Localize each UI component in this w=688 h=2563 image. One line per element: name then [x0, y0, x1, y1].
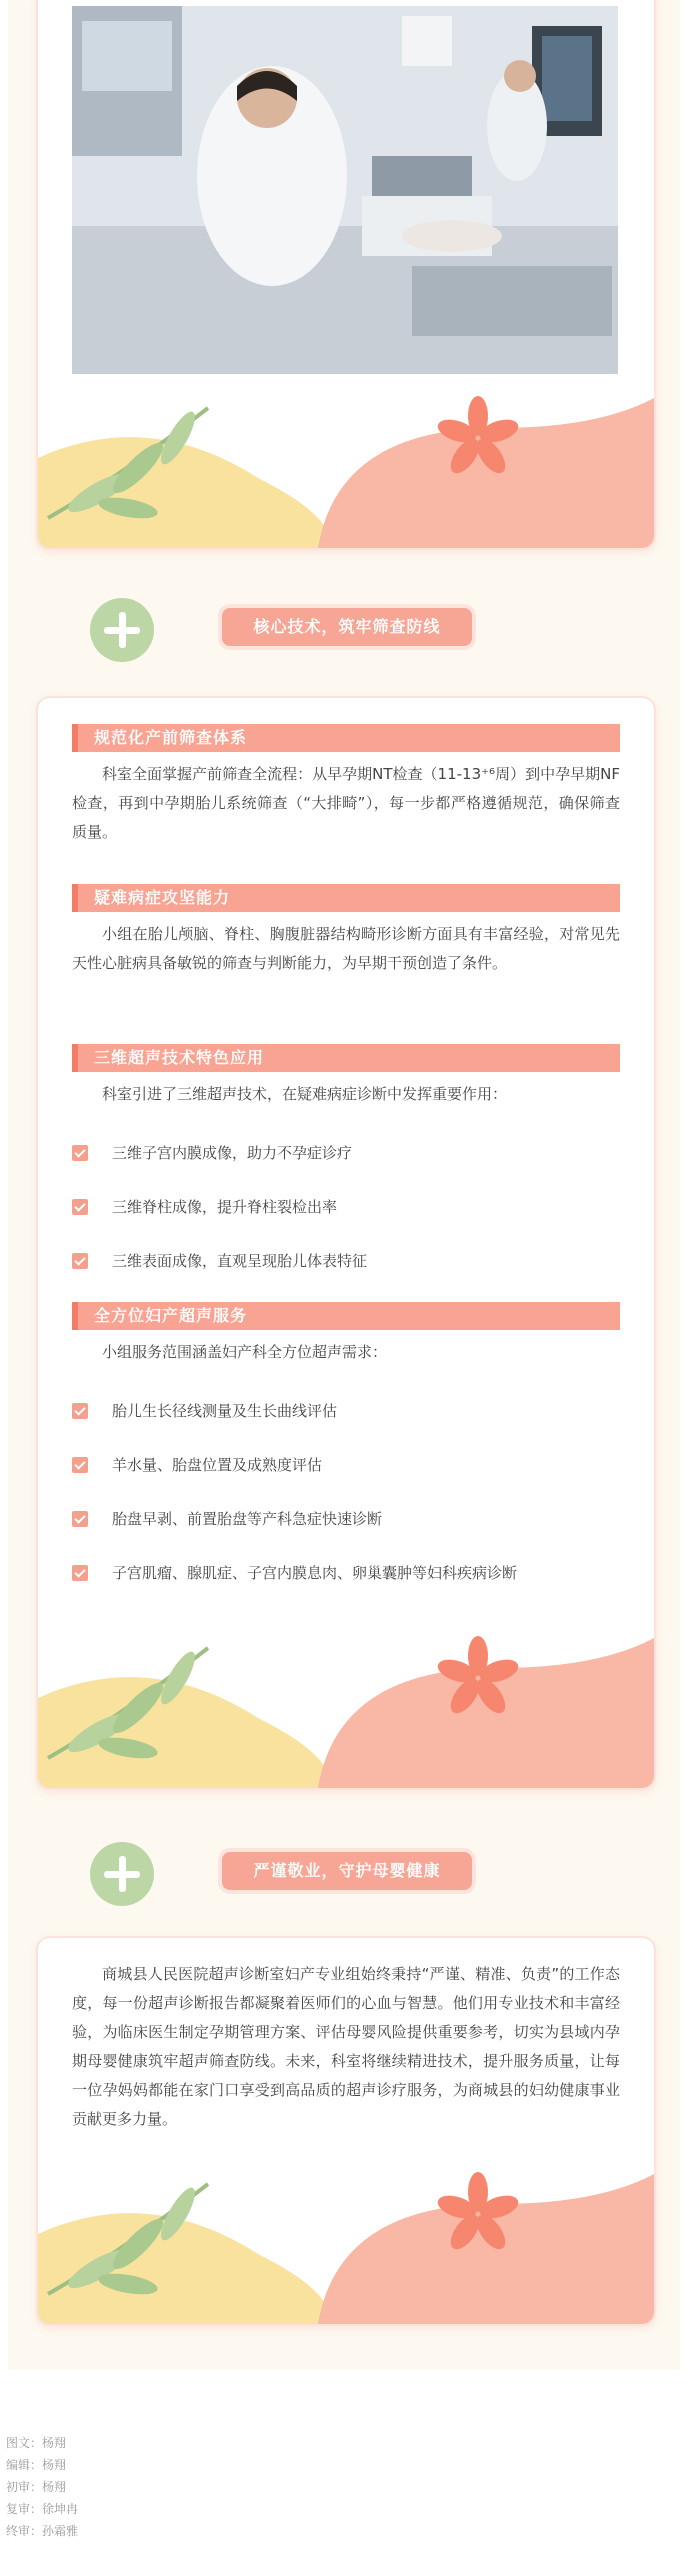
credit-line: 初审：杨翔 — [6, 2480, 67, 2494]
checkbox-icon — [72, 1511, 88, 1527]
floral-decoration — [38, 2164, 654, 2324]
list-item: 子宫肌瘤、腺肌症、子宫内膜息肉、卵巢囊肿等妇科疾病诊断 — [72, 1560, 620, 1586]
paragraph: 科室引进了三维超声技术，在疑难病症诊断中发挥重要作用： — [102, 1085, 508, 1103]
checkbox-icon — [72, 1403, 88, 1419]
paragraph: 小组服务范围涵盖妇产科全方位超声需求： — [102, 1343, 388, 1361]
plus-icon — [90, 598, 154, 662]
credit-line: 复审：徐坤冉 — [6, 2502, 79, 2516]
doctor-ultrasound-photo — [72, 6, 618, 374]
list-item: 胎盘早剥、前置胎盘等产科急症快速诊断 — [72, 1506, 620, 1532]
checkbox-icon — [72, 1457, 88, 1473]
credit-line: 编辑：杨翔 — [6, 2458, 67, 2472]
section-header-dedication — [0, 1842, 688, 1922]
dedication-card — [36, 1936, 656, 2326]
section-header-core-tech — [0, 598, 688, 678]
section-title: 严谨敬业，守护母婴健康 — [222, 1852, 472, 1890]
list-item: 三维子宫内膜成像，助力不孕症诊疗 — [72, 1140, 620, 1166]
paragraph: 科室全面掌握产前筛查全流程：从早孕期NT检查（11-13⁺⁶周）到中孕早期NF检查，再到中孕期胎儿系统筛查（“大排畸”），每一步都严格遵循规范，确保筛查质量。 — [72, 765, 620, 841]
paragraph: 小组在胎儿颅脑、脊柱、胸腹脏器结构畸形诊断方面具有丰富经验，对常见先天性心脏病具备敏锐的筛查与判断能力，为早期干预创造了条件。 — [72, 925, 620, 972]
floral-decoration — [38, 388, 654, 548]
credit-line: 图文：杨翔 — [6, 2436, 67, 2450]
sub-heading: 规范化产前筛查体系 — [72, 724, 620, 752]
floral-decoration — [38, 1628, 654, 1788]
paragraph: 商城县人民医院超声诊断室妇产专业组始终秉持“严谨、精准、负责”的工作态度，每一份超声诊断报告都凝聚着医师们的心血与智慧。他们用专业技术和丰富经验，为临床医生制定孕期管理方案、评估母婴风险提供重要参考，切实为县域内孕期母婴健康筑牢超声筛查防线。未来，科室将继续精进技术，提升服务质量，让每一位孕妈妈都能在家门口享受到高品质的超声诊疗服务，为商城县的妇幼健康事业贡献更多力量。 — [72, 1965, 620, 2128]
checkbox-icon — [72, 1199, 88, 1215]
checkbox-icon — [72, 1565, 88, 1581]
list-item: 胎儿生长径线测量及生长曲线评估 — [72, 1398, 620, 1424]
checkbox-icon — [72, 1253, 88, 1269]
credit-line: 终审：孙霜雅 — [6, 2524, 79, 2538]
section-title: 核心技术，筑牢筛查防线 — [222, 608, 472, 646]
list-item: 羊水量、胎盘位置及成熟度评估 — [72, 1452, 620, 1478]
photo-card — [36, 0, 656, 550]
checkbox-icon — [72, 1145, 88, 1161]
sub-heading: 全方位妇产超声服务 — [72, 1302, 620, 1330]
credits — [6, 2432, 78, 2542]
list-item: 三维表面成像，直观呈现胎儿体表特征 — [72, 1248, 620, 1274]
plus-icon — [90, 1842, 154, 1906]
core-tech-card — [36, 696, 656, 1790]
sub-heading: 疑难病症攻坚能力 — [72, 884, 620, 912]
list-item: 三维脊柱成像，提升脊柱裂检出率 — [72, 1194, 620, 1220]
sub-heading: 三维超声技术特色应用 — [72, 1044, 620, 1072]
